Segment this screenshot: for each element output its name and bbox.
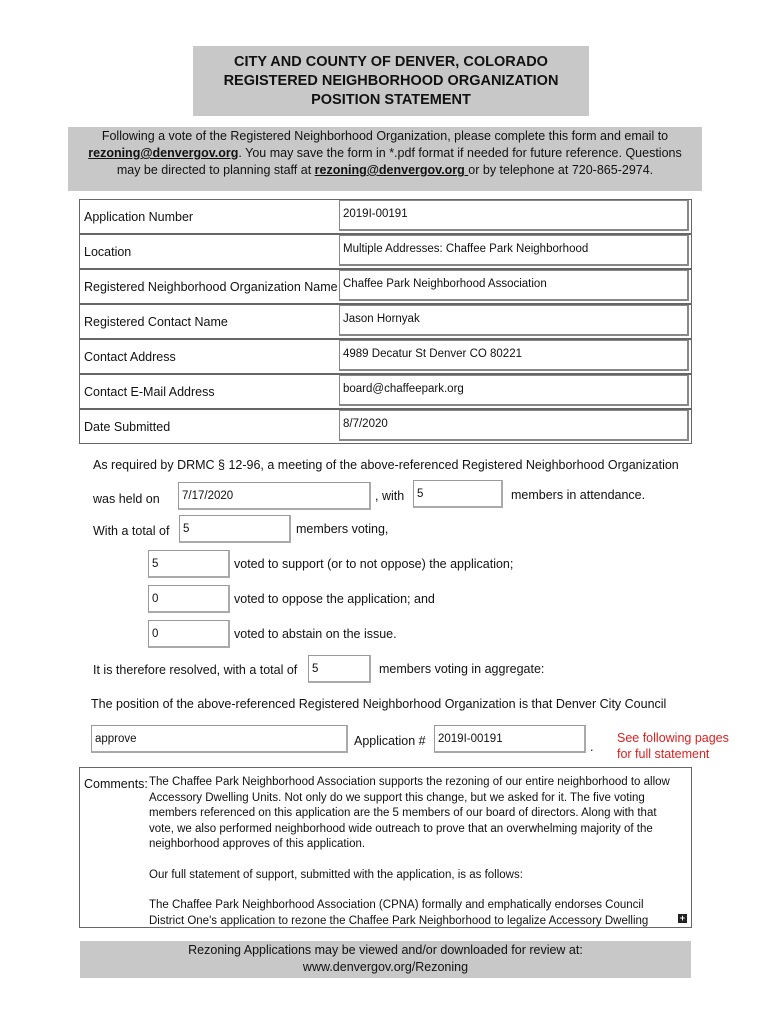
footer-line-1: Rezoning Applications may be viewed and/or downloaded for review at: — [188, 943, 583, 957]
title-line-3: POSITION STATEMENT — [311, 92, 471, 108]
support-label: voted to support (or to not oppose) the application; — [234, 557, 514, 571]
contact-address-row — [79, 339, 692, 374]
instructions-line-2: rezoning@denvergov.org. You may save the form in *.pdf format if needed for future reference. Questions — [88, 146, 682, 160]
instructions-line-1: Following a vote of the Registered Neighborhood Organization, please complete this form and email to — [101, 129, 669, 143]
title-line-1: CITY AND COUNTY OF DENVER, COLORADO — [234, 54, 548, 70]
application-number-field[interactable]: 2019I-00191 — [339, 200, 689, 231]
form-title — [193, 46, 589, 116]
contact-address-label: Contact Address — [84, 350, 176, 364]
instructions-box — [68, 127, 702, 191]
date-submitted-row — [79, 409, 692, 444]
period: . — [590, 740, 594, 754]
comments-paragraph-1: The Chaffee Park Neighborhood Association supports the rezoning of our entire neighborhood to allow Accessory Dwelling Units. Not only do we support this change, but we asked for it. The five voting members referenced on this application are the 5 members of our board of directors. Along with that vote, we also performed neighborhood wide outreach to prove that an overwhelming majority of the neighborhood approves of this application. — [149, 776, 670, 850]
footer-link[interactable]: www.denvergov.org/Rezoning — [302, 960, 469, 974]
see-following-note: See following pages for full statement — [617, 731, 729, 761]
application-number-label: Application Number — [84, 210, 194, 224]
aggregate-label: members voting in aggregate: — [379, 662, 545, 676]
position-field[interactable]: approve — [91, 725, 348, 753]
title-line-2: REGISTERED NEIGHBORHOOD ORGANIZATION — [223, 73, 559, 89]
total-voting-field[interactable]: 5 — [179, 515, 291, 543]
meeting-date-field[interactable]: 7/17/2020 — [178, 482, 371, 510]
comments-paragraph-2: Our full statement of support, submitted with the application, is as follows: — [149, 868, 523, 881]
comments-paragraph-3: The Chaffee Park Neighborhood Association (CPNA) formally and emphatically endorses Council District One's application to rezone the Chaffee Park Neighborhood to legalize Accessory Dwelling — [149, 899, 649, 927]
location-label: Location — [84, 245, 132, 259]
application-number-label-2: Application # — [354, 734, 426, 748]
location-row — [79, 234, 692, 269]
comments-field[interactable] — [149, 775, 679, 928]
oppose-label: voted to oppose the application; and — [234, 592, 435, 606]
aggregate-voting-field[interactable]: 5 — [308, 655, 371, 683]
footer-box — [80, 941, 691, 978]
contact-email-row — [79, 374, 692, 409]
date-submitted-label: Date Submitted — [84, 420, 171, 434]
contact-name-row — [79, 304, 692, 339]
comments-box[interactable] — [79, 767, 692, 928]
contact-name-field[interactable]: Jason Hornyak — [339, 305, 689, 336]
email-link-2[interactable]: rezoning@denvergov.org — [314, 163, 469, 177]
attendance-field[interactable]: 5 — [413, 480, 503, 508]
abstain-label: voted to abstain on the issue. — [234, 627, 397, 641]
attendance-label: members in attendance. — [511, 488, 646, 502]
abstain-votes-field[interactable]: 0 — [148, 620, 230, 648]
contact-name-label: Registered Contact Name — [84, 315, 228, 329]
rno-name-field[interactable]: Chaffee Park Neighborhood Association — [339, 270, 689, 301]
rno-name-label: Registered Neighborhood Organization Name — [84, 280, 338, 294]
location-field[interactable]: Multiple Addresses: Chaffee Park Neighborhood — [339, 235, 689, 266]
held-on-label: was held on — [93, 492, 160, 506]
email-link[interactable]: rezoning@denvergov.org — [88, 146, 239, 160]
contact-email-field[interactable]: board@chaffeepark.org — [339, 375, 689, 406]
resolved-label: It is therefore resolved, with a total of — [93, 663, 298, 677]
expand-plus-icon[interactable]: + — [679, 913, 686, 923]
rno-name-row — [79, 269, 692, 304]
total-label: With a total of — [93, 524, 170, 538]
position-text: The position of the above-referenced Registered Neighborhood Organization is that Denver City Council — [91, 697, 667, 711]
contact-address-field[interactable]: 4989 Decatur St Denver CO 80221 — [339, 340, 689, 371]
application-number-field-2[interactable]: 2019I-00191 — [434, 725, 586, 753]
contact-email-label: Contact E-Mail Address — [84, 385, 215, 399]
meeting-intro-text: As required by DRMC § 12-96, a meeting of the above-referenced Registered Neighborhood Organization — [93, 458, 679, 472]
date-submitted-field[interactable]: 8/7/2020 — [339, 410, 689, 441]
instructions-line-3: may be directed to planning staff at rezoning@denvergov.org or by telephone at 720-865-2974. — [116, 163, 654, 177]
comments-label: Comments: — [84, 777, 148, 791]
oppose-votes-field[interactable]: 0 — [148, 585, 230, 613]
application-number-row — [79, 199, 692, 234]
support-votes-field[interactable]: 5 — [148, 550, 230, 578]
voting-label: members voting, — [296, 522, 389, 536]
with-label: , with — [375, 489, 405, 503]
